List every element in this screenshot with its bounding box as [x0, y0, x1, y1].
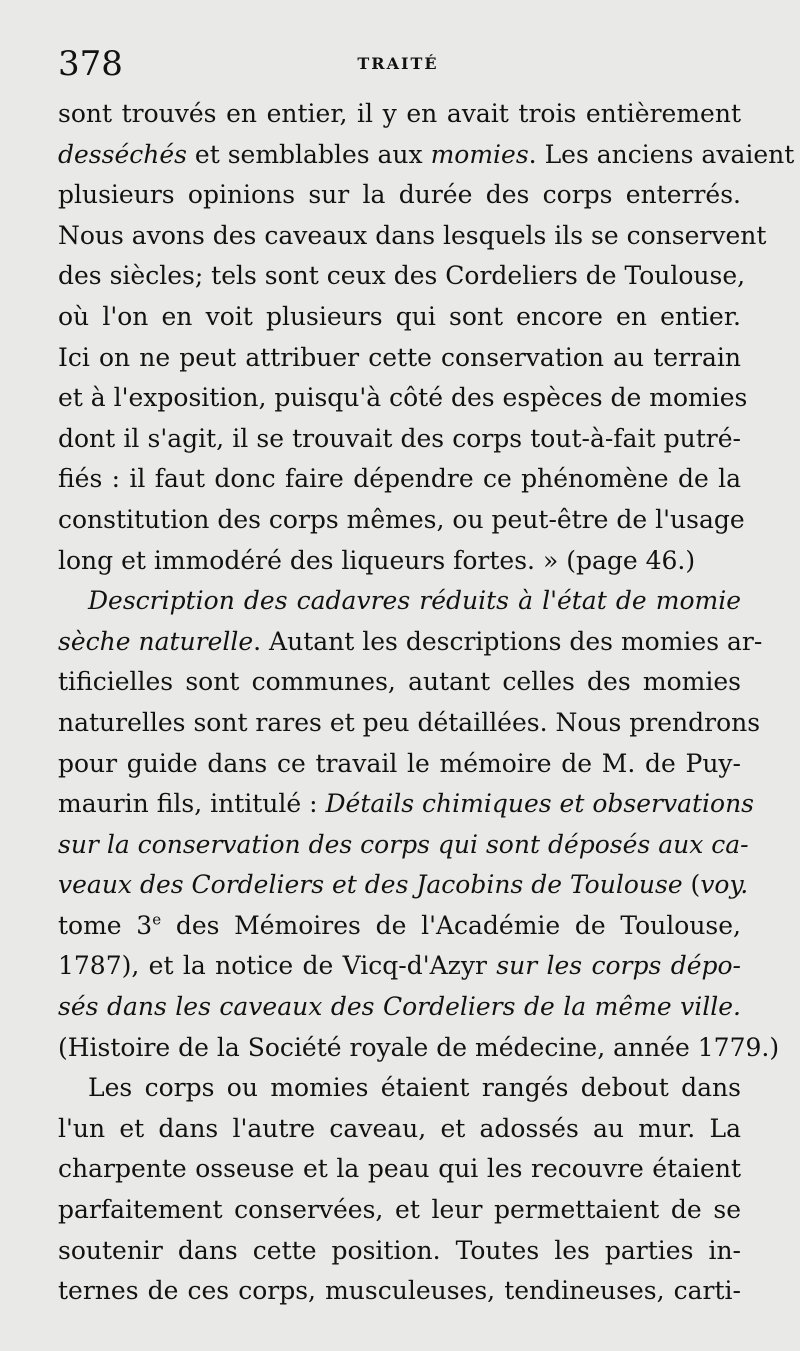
text-line: sur la conservation des corps qui sont déposés aux ca- — [58, 829, 749, 859]
running-head: TRAITÉ — [357, 54, 439, 73]
paragraph — [58, 581, 780, 1068]
text-line: maurin fils, intitulé : Détails chimiques et observations — [58, 789, 755, 819]
text-line: et à l'exposition, puisqu'à côté des espèces de momies — [58, 383, 748, 413]
text-line: (Histoire de la Société royale de médecine, année 1779.) — [58, 1032, 780, 1062]
text-line: veaux des Cordeliers et des Jacobins de Toulouse (voy. — [58, 870, 749, 900]
text-line: parfaitement conservées, et leur permettaient de se — [58, 1195, 741, 1225]
page-number: 378 — [58, 44, 123, 84]
text-line: fiés : il faut donc faire dépendre ce phénomène de la — [58, 464, 741, 494]
text-line: où l'on en voit plusieurs qui sont encore en entier. — [58, 301, 741, 331]
text-line: soutenir dans cette position. Toutes les parties in- — [58, 1235, 741, 1265]
page-header — [58, 44, 738, 84]
text-line: Les corps ou momies étaient rangés debout dans — [88, 1073, 741, 1103]
paragraph — [58, 94, 795, 581]
text-line: 1787), et la notice de Vicq-d'Azyr sur les corps dépo- — [58, 951, 741, 981]
text-line: tificielles sont communes, autant celles des momies — [58, 667, 741, 697]
text-line: charpente osseuse et la peau qui les recouvre étaient — [58, 1154, 741, 1184]
text-line: naturelles sont rares et peu détaillées. Nous prendrons — [58, 707, 761, 737]
text-line: sèche naturelle. Autant les descriptions des momies ar- — [58, 626, 763, 656]
text-line: constitution des corps mêmes, ou peut-être de l'usage — [58, 504, 745, 534]
paragraph — [58, 1068, 741, 1312]
text-line: pour guide dans ce travail le mémoire de M. de Puy- — [58, 748, 741, 778]
text-line: plusieurs opinions sur la durée des corps enterrés. — [58, 180, 741, 210]
text-line: l'un et dans l'autre caveau, et adossés au mur. La — [58, 1113, 741, 1143]
text-line: Nous avons des caveaux dans lesquels ils se conservent — [58, 220, 767, 250]
page-body — [58, 94, 795, 1312]
text-line: tome 3e des Mémoires de l'Académie de Toulouse, — [58, 910, 742, 940]
text-line — [58, 581, 741, 622]
text-line: sont trouvés en entier, il y en avait trois entièrement — [58, 99, 741, 128]
text-line: desséchés et semblables aux momies. Les anciens avaient — [58, 139, 795, 169]
text-line: des siècles; tels sont ceux des Cordeliers de Toulouse, — [58, 261, 746, 291]
text-line: ternes de ces corps, musculeuses, tendineuses, carti- — [58, 1276, 741, 1306]
section-heading: Description des cadavres réduits à l'état de momie — [88, 586, 741, 616]
text-line: long et immodéré des liqueurs fortes. » (page 46.) — [58, 545, 696, 575]
text-line: sés dans les caveaux des Cordeliers de la même ville. — [58, 992, 741, 1022]
text-line: dont il s'agit, il se trouvait des corps tout-à-fait putré- — [58, 423, 741, 453]
text-line: Ici on ne peut attribuer cette conservation au terrain — [58, 342, 741, 372]
